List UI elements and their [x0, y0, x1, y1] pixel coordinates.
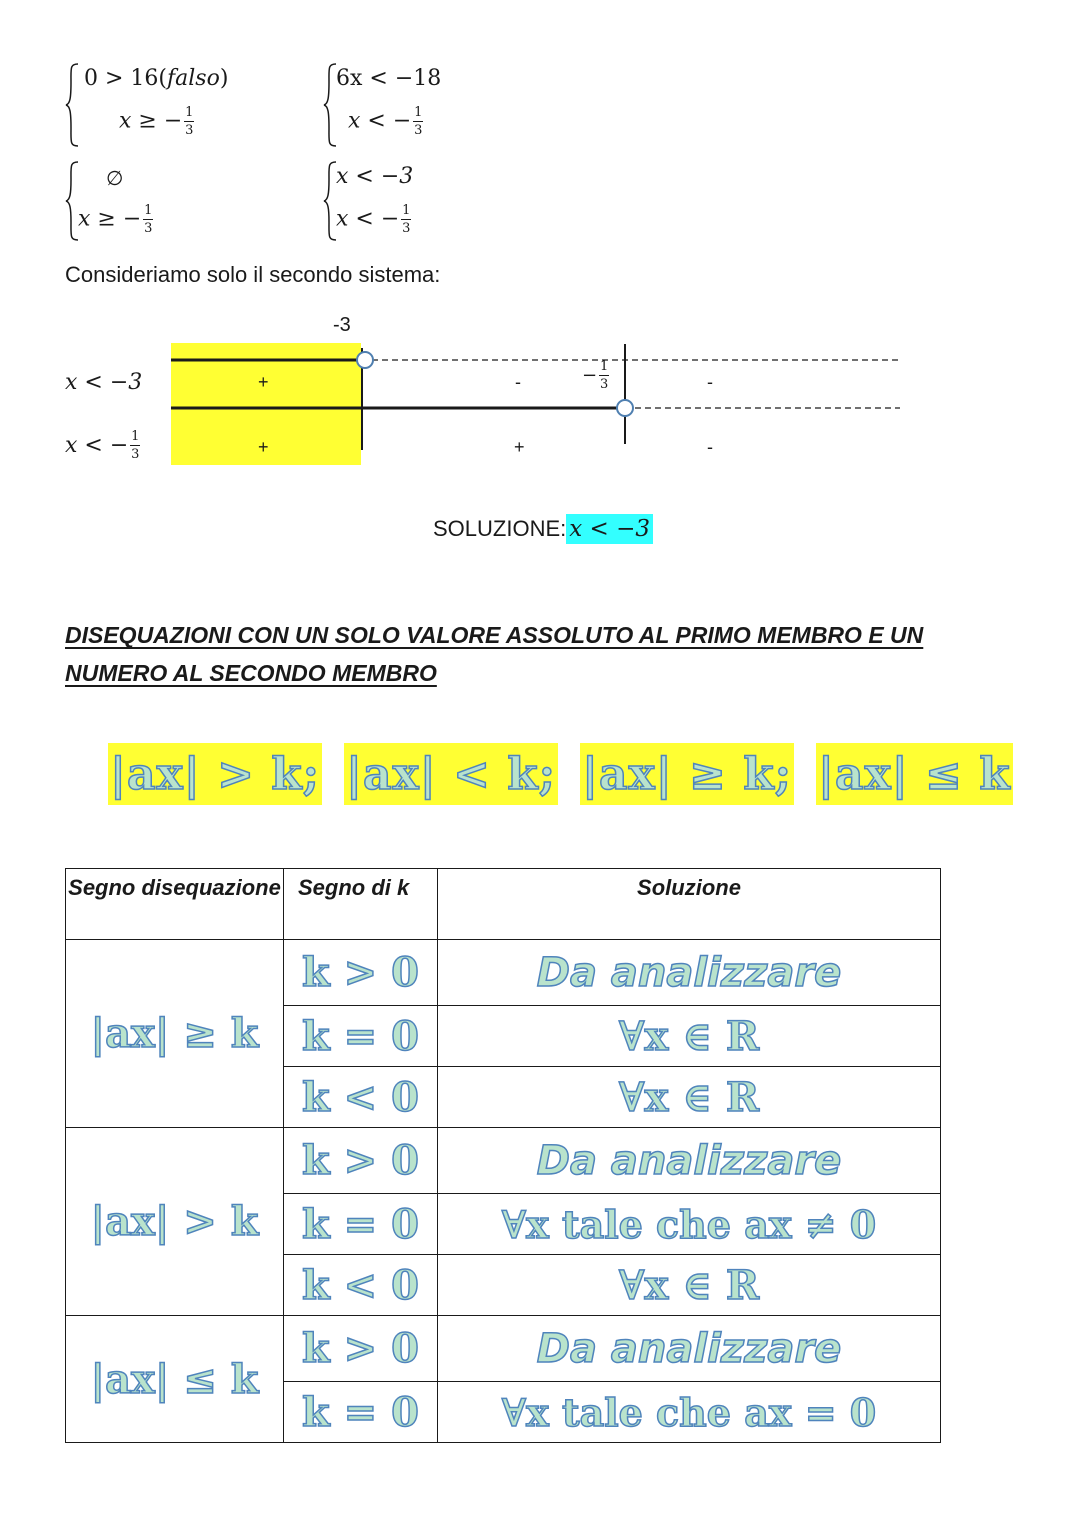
inequality-cell: |ax| ≥ k — [66, 940, 284, 1128]
solution — [433, 512, 653, 546]
sign-row-2-interval-3: - — [707, 437, 713, 457]
solution-cell: ∀x tale che ax = 0 — [438, 1382, 941, 1443]
k-sign-cell: k < 0 — [284, 1255, 438, 1316]
left-brace-icon — [64, 62, 80, 148]
sign-row-1-interval-1: + — [258, 372, 269, 392]
k-sign-cell: k = 0 — [284, 1006, 438, 1067]
point-label-minus-3: -3 — [333, 314, 351, 336]
header-sign-inequality: Segno disequazione — [66, 869, 284, 940]
table-row — [66, 1316, 941, 1382]
open-point-minus-one-third — [617, 400, 633, 416]
system-4 — [322, 160, 522, 246]
sign-row-1-interval-3: - — [707, 372, 713, 392]
system-2 — [322, 62, 522, 152]
system-1-row-2: x ≥ − $\frac{1}{3}$ — [119, 105, 194, 138]
system-4-row-2: x < − $\frac{1}{3}$ — [336, 203, 411, 236]
k-sign-cell: k > 0 — [284, 1316, 438, 1382]
k-sign-cell: k = 0 — [284, 1382, 438, 1443]
section-heading-line-1: DISEQUAZIONI CON UN SOLO VALORE ASSOLUTO AL PRIMO MEMBRO E UN — [65, 622, 924, 648]
point-label-minus-one-third: − $\frac{1}{3}$ — [582, 359, 609, 392]
solution-label: SOLUZIONE: — [433, 516, 567, 541]
system-2-row-1: 6x < −18 — [336, 66, 442, 91]
row-1-label: x < −3 — [65, 370, 143, 395]
solution-cell: Da analizzare — [438, 1316, 941, 1382]
inequality-cell: |ax| > k — [66, 1128, 284, 1316]
section-heading — [65, 616, 1025, 692]
system-4-row-1: x < −3 — [336, 164, 414, 189]
system-1 — [64, 62, 264, 152]
solution-cell: Da analizzare — [438, 940, 941, 1006]
header-solution: Soluzione — [438, 869, 941, 940]
inequality-forms — [108, 743, 1013, 805]
system-3 — [64, 160, 264, 246]
solution-value: x < −3 — [566, 514, 653, 544]
solution-cell: ∀x ∈ R — [438, 1006, 941, 1067]
form-less-equal: |ax| ≤ k — [816, 743, 1013, 805]
form-less: |ax| < k; — [344, 743, 558, 805]
solution-cell: ∀x tale che ax ≠ 0 — [438, 1194, 941, 1255]
table-row — [66, 940, 941, 1006]
k-sign-cell: k < 0 — [284, 1067, 438, 1128]
table-row — [66, 1128, 941, 1194]
inequality-table — [65, 868, 941, 1443]
system-3-row-2: x ≥ − $\frac{1}{3}$ — [78, 203, 153, 236]
intro-text: Consideriamo solo il secondo sistema: — [65, 262, 441, 287]
solution-cell: ∀x ∈ R — [438, 1255, 941, 1316]
system-1-row-1: 0 > 16(falso) — [84, 66, 229, 91]
system-3-row-1: ∅ — [106, 166, 124, 190]
form-greater: |ax| > k; — [108, 743, 322, 805]
header-sign-k: Segno di k — [284, 869, 438, 940]
k-sign-cell: k > 0 — [284, 1128, 438, 1194]
inequality-cell: |ax| ≤ k — [66, 1316, 284, 1443]
form-greater-equal: |ax| ≥ k; — [580, 743, 794, 805]
table-header-row — [66, 869, 941, 940]
k-sign-cell: k = 0 — [284, 1194, 438, 1255]
sign-row-2-interval-1: + — [258, 437, 269, 457]
sign-row-2-interval-2: + — [514, 437, 525, 457]
open-point-minus-3 — [357, 352, 373, 368]
solution-cell: ∀x ∈ R — [438, 1067, 941, 1128]
k-sign-cell: k > 0 — [284, 940, 438, 1006]
sign-chart — [0, 310, 1080, 490]
section-heading-line-2: NUMERO AL SECONDO MEMBRO — [65, 660, 437, 686]
solution-cell: Da analizzare — [438, 1128, 941, 1194]
row-2-label: x < − $\frac{1}{3}$ — [65, 429, 140, 462]
sign-chart-lines — [0, 310, 1080, 490]
system-2-row-2: x < − $\frac{1}{3}$ — [348, 105, 423, 138]
sign-row-1-interval-2: - — [515, 372, 521, 392]
